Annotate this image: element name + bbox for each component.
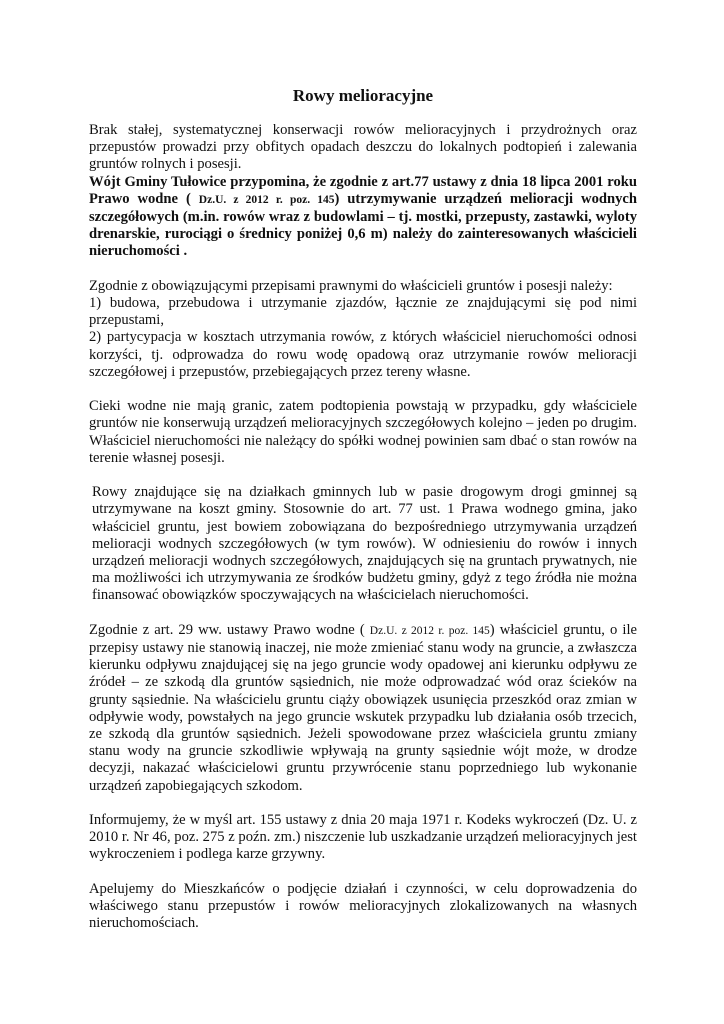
article-29-citation: Dz.U. z 2012 r. poz. 145 bbox=[369, 624, 490, 637]
paragraph-watercourses: Cieki wodne nie mają granic, zatem podtopienia powstają w przypadku, gdy właściciele gruntów nie konserwują urządzeń melioracyjnych szczegółowych kolejno – jeden po drugim. Właściciel nieruchomości nie należący do spółki wodnej powinien sam dbać o stan rowów na terenie własnej posesji. bbox=[89, 398, 637, 466]
obligations-item-1: 1) budowa, przebudowa i utrzymanie zjazdów, łącznie ze znajdującymi się pod nimi przepustami, bbox=[89, 295, 637, 329]
spacer bbox=[89, 864, 637, 881]
paragraph-municipal-ditches: Rowy znajdujące się na działkach gminnych lub w pasie drogowym drogi gminnej są utrzymywane na koszt gminy. Stosownie do art. 77 ust. 1 Prawa wodnego gmina, jako właściciel gruntu, jest bowiem zobowiązana do bezpośredniego utrzymywania urządzeń melioracji wodnych szczegółowych (w tym rowów). W odniesieniu do rowów i innych urządzeń melioracji wodnych szczegółowych, znajdujących się na gruntach prywatnych, nie ma możliwości ich utrzymywania ze środków budżetu gminy, gdyż z tego źródła nie można finansować obowiązków spoczywających na właścicielach nieruchomości. bbox=[92, 484, 637, 604]
spacer bbox=[89, 605, 637, 622]
spacer bbox=[89, 795, 637, 812]
paragraph-offence-notice: Informujemy, że w myśl art. 155 ustawy z dnia 20 maja 1971 r. Kodeks wykroczeń (Dz. U. z 2010 r. Nr 46, poz. 275 z poźn. zm.) niszczenie lub uszkadzanie urządzeń melioracyjnych jest wykroczeniem i podlega karze grzywny. bbox=[89, 812, 637, 863]
paragraph-obligations bbox=[89, 278, 637, 381]
reminder-text-part2: ) utrzymywanie urządzeń melioracji wodnych szczegółowych (m.in. rowów wraz z budowlami – tj. mostki, przepusty, zastawki, wyloty drenarskie, rurociągi o średnicy poniżej 0,6 m) należy do zainteresowanych właścicieli nieruchomości . bbox=[89, 190, 638, 260]
obligations-item-2: 2) partycypacja w kosztach utrzymania rowów, z których właściciel nieruchomości odnosi korzyści, tj. odprowadza do rowu wodę opadową oraz utrzymanie rowów melioracji szczegółowej i przepustów, przebiegających przez tereny własne. bbox=[89, 329, 637, 380]
reminder-citation: Dz.U. z 2012 r. poz. 145 bbox=[198, 193, 335, 206]
spacer bbox=[89, 261, 637, 278]
spacer bbox=[89, 467, 637, 484]
article-29-text-part1: Zgodnie z art. 29 ww. ustawy Prawo wodne ( bbox=[89, 621, 365, 638]
spacer bbox=[89, 381, 637, 398]
paragraph-appeal: Apelujemy do Mieszkańców o podjęcie działań i czynności, w celu doprowadzenia do właściwego stanu przepustów i rowów melioracyjnych zlokalizowanych na własnych nieruchomościach. bbox=[89, 880, 637, 932]
page-title: Rowy melioracyjne bbox=[292, 86, 434, 105]
paragraph-intro: Brak stałej, systematycznej konserwacji rowów melioracyjnych i przydrożnych oraz przepustów prowadzi przy obfitych opadach deszczu do lokalnych podtopień i zalewania gruntów rolnych i posesji. bbox=[89, 122, 637, 173]
obligations-intro: Zgodnie z obowiązującymi przepisami prawnymi do właścicieli gruntów i posesji należy: bbox=[89, 277, 613, 294]
paragraph-reminder bbox=[89, 174, 637, 261]
paragraph-article-29 bbox=[89, 622, 637, 795]
reminder-text-part1: Wójt Gminy Tułowice przypomina, że zgodnie z art.77 ustawy z dnia 18 lipca 2001 roku Prawo wodne ( bbox=[89, 173, 637, 207]
article-29-text-part2: ) właściciel gruntu, o ile przepisy ustawy nie stanowią inaczej, nie może zmieniać stanu wody na gruncie, a zwłaszcza kierunku odpływu znajdującej się na jego gruncie wody opadowej ani kierunku odpływu ze źródeł – ze szkodą dla gruntów sąsiednich, nie może odprowadzać wód oraz ścieków na grunty sąsiednie. Na właścicielu gruntu ciąży obowiązek usunięcia przeszkód oraz zmian w odpływie wody, powstałych na jego gruncie wskutek przypadku lub działania osób trzecich, ze szkodą dla gruntów sąsiednich. Jeżeli spowodowane przez właściciela gruntu zmiany stanu wody na gruncie szkodliwie wpływają na grunty sąsiednie wójt może, w drodze decyzji, nakazać właścicielowi gruntu przywrócenie stanu poprzedniego lub wykonanie urządzeń zapobiegających szkodom. bbox=[89, 621, 638, 794]
